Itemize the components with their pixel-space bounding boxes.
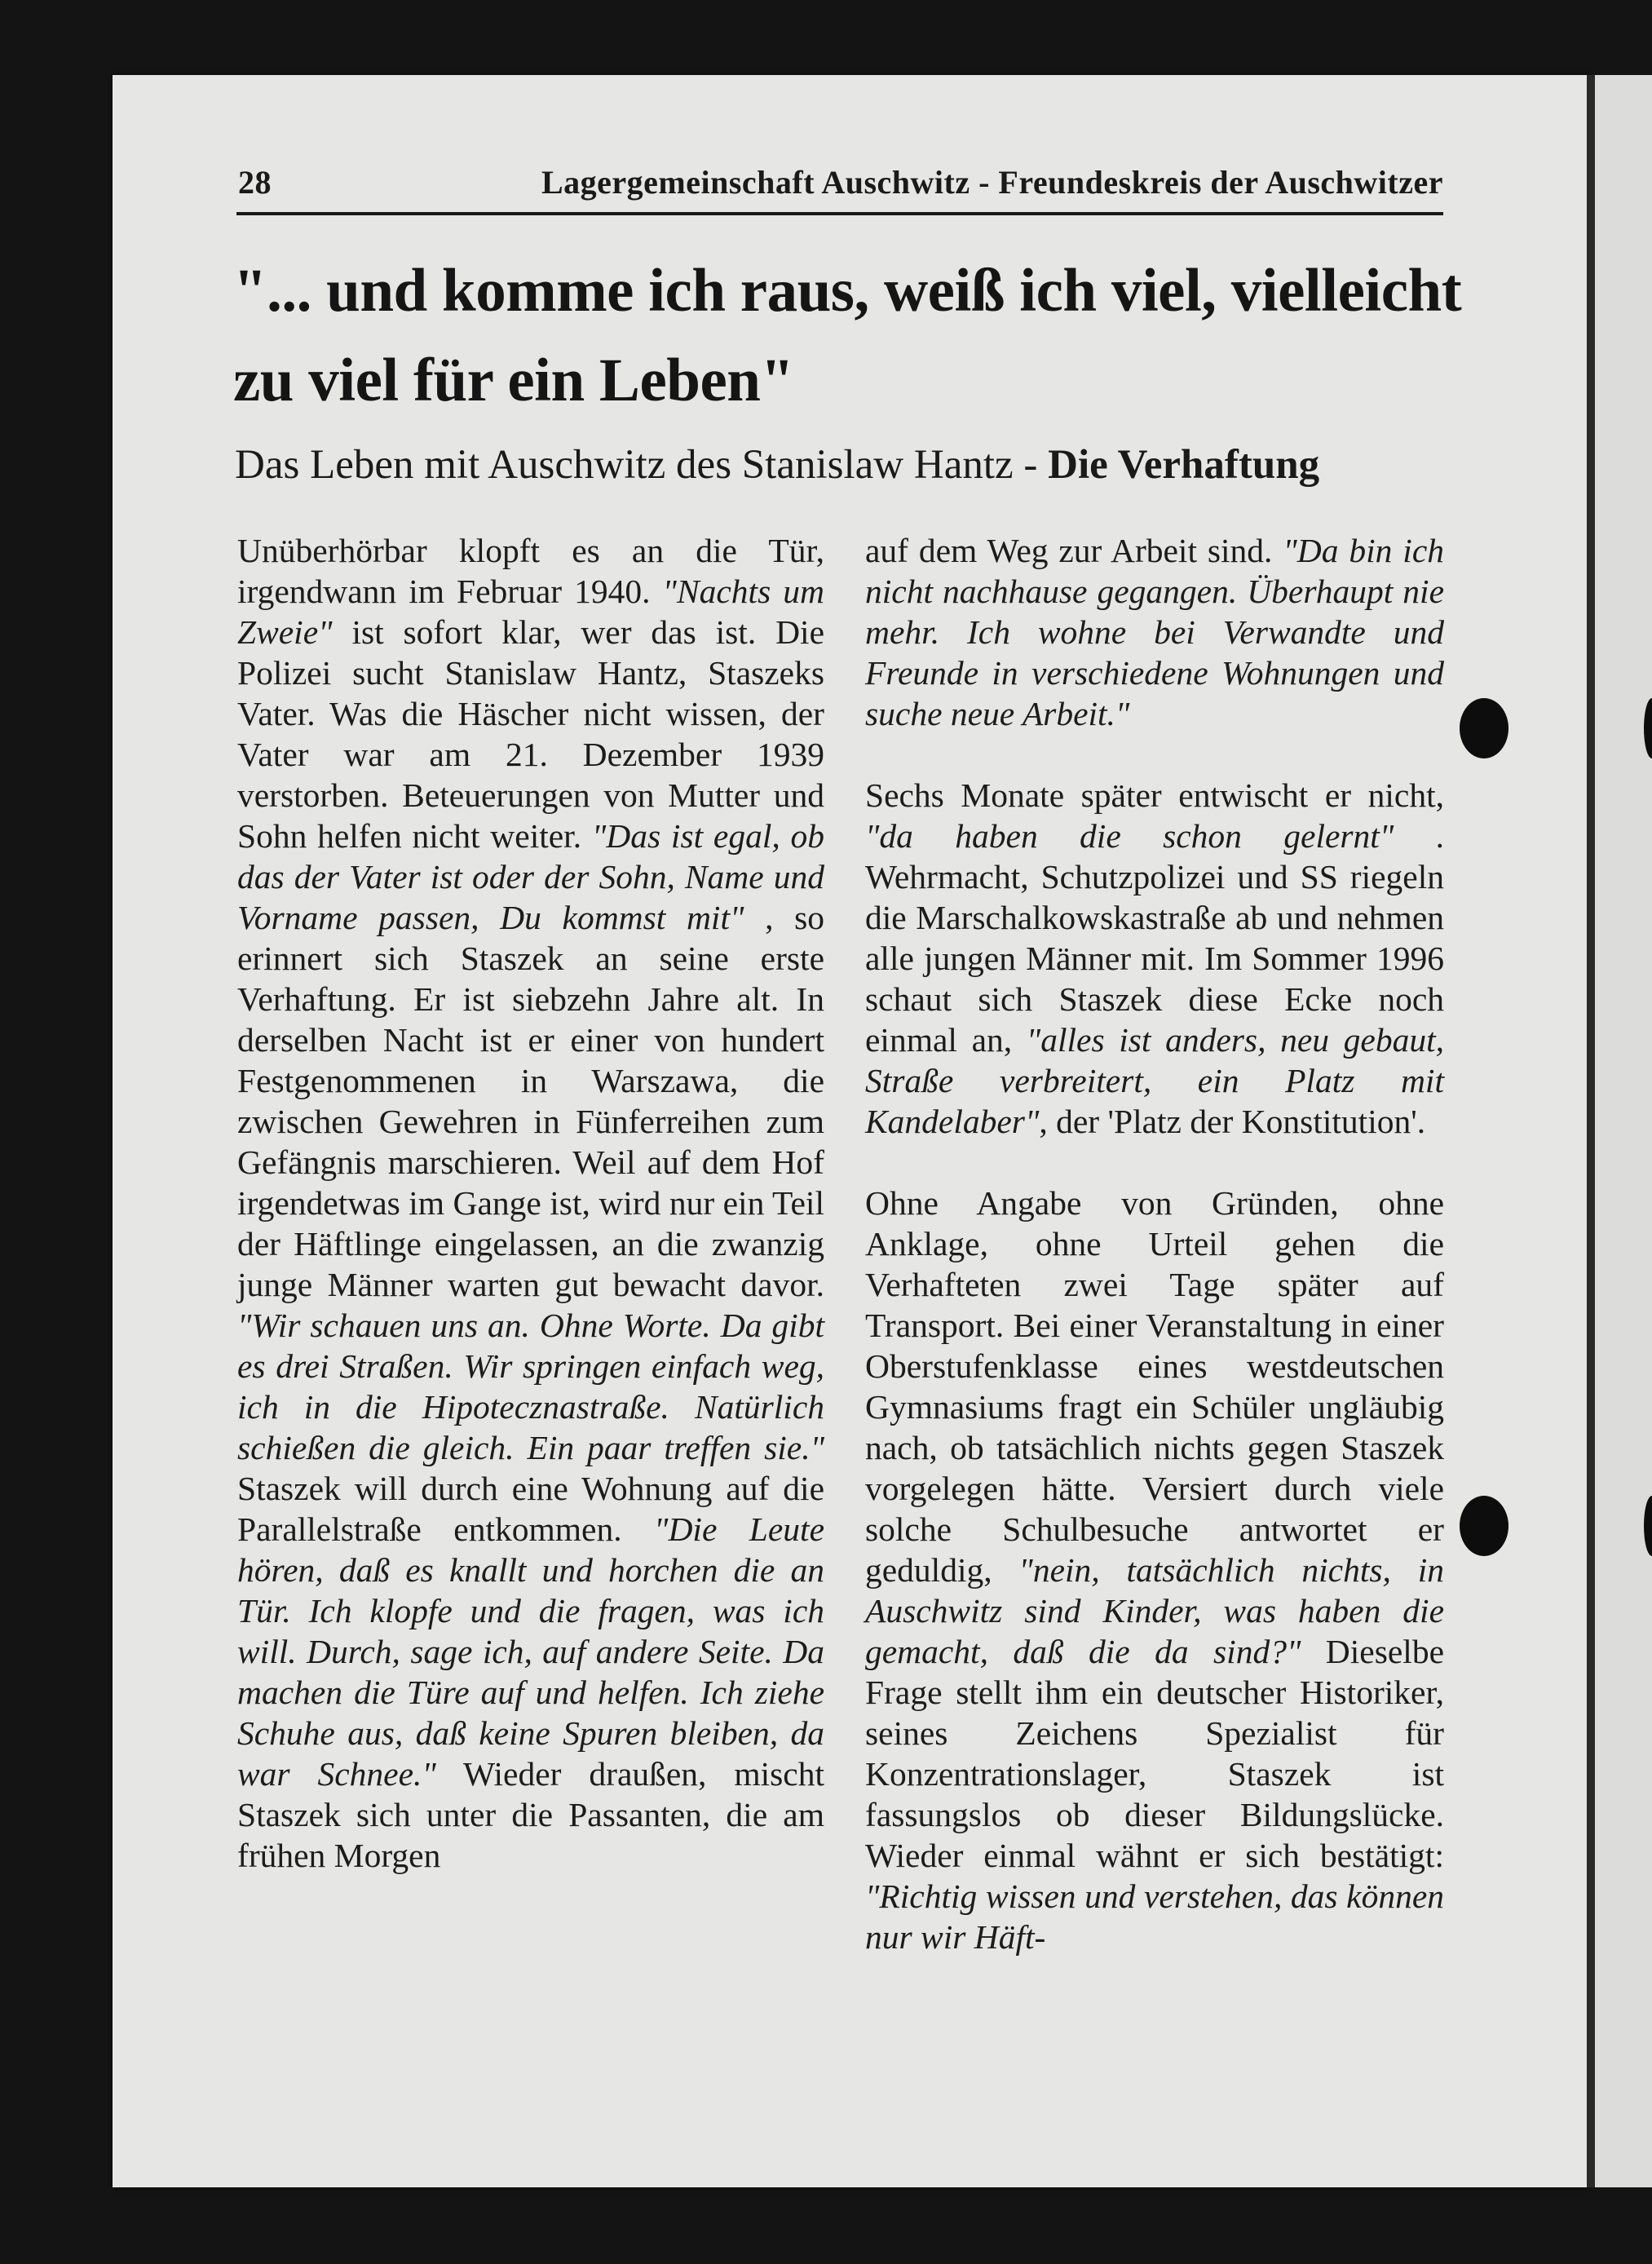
right-paragraph-1 [865, 530, 1444, 734]
subtitle-regular: Das Leben mit Auschwitz des Stanislaw Hantz - [235, 442, 1049, 488]
right-text-2: Sechs Monate später entwischt er nicht, [865, 776, 1444, 814]
page-edge [1587, 75, 1595, 2187]
right-quote-6: "Richtig wissen und verstehen, das können nur wir Häft- [865, 1877, 1444, 1956]
right-paragraph-3 [865, 1183, 1444, 1957]
punch-hole-lower [1460, 1496, 1508, 1556]
left-quote-4: "Die Leute hören, daß es knallt und horchen die an Tür. Ich klopfe und die fragen, was ich will. Durch, sage ich, auf andere Seite. Da machen die Türe auf und helfen. Ich ziehe Schuhe aus, daß keine Spuren bleiben, da war Schnee." [237, 1510, 824, 1793]
right-text-1: auf dem Weg zur Arbeit sind. [865, 532, 1283, 569]
right-quote-5: "nein, tatsächlich nichts, in Auschwitz sind Kinder, was haben die gemacht, daß die da sind?" [865, 1551, 1444, 1670]
article-title [233, 246, 1473, 426]
page-number: 28 [238, 163, 272, 201]
left-quote-3: "Wir schauen uns an. Ohne Worte. Da gibt es drei Straßen. Wir springen einfach weg, ich in die Hipotecznastraße. Natürlich schießen die gleich. Ein paar treffen sie." [237, 1307, 824, 1466]
left-paragraph [237, 530, 824, 1876]
subtitle-bold: Die Verhaftung [1048, 442, 1320, 488]
left-text-2: ist sofort klar, wer das ist. Die Polizei sucht Stanislaw Hantz, Staszeks Vater. Was die Häscher nicht wissen, der Vater war am 21. Dezember 1939 verstorben. Beteuerungen von Mutter und Sohn helfen nicht weiter. [237, 613, 824, 855]
right-text-6: Dieselbe Frage stellt ihm ein deutscher Historiker, seines Zeichens Spezialist für Konzentrationslager, Staszek ist fassungslos ob dieser Bildungslücke. Wieder einmal wähnt er sich bestätigt: [865, 1633, 1444, 1874]
left-text-1: Unüberhörbar klopft es an die Tür, irgendwann im Februar 1940. [237, 532, 824, 610]
left-quote-1: "Nachts um Zweie" [237, 573, 824, 651]
left-quote-2: "Das ist egal, ob das der Vater ist oder der Sohn, Name und Vorname passen, Du kommst mit" [237, 817, 824, 936]
right-text-3: . Wehrmacht, Schutzpolizei und SS riegeln die Marschalkowskastraße ab und nehmen alle jungen Männer mit. Im Sommer 1996 schaut sich Staszek diese Ecke noch einmal an, [865, 817, 1445, 1059]
punch-hole-upper [1460, 698, 1508, 758]
right-paragraph-2 [865, 775, 1444, 1142]
next-page-edge [1595, 75, 1652, 2187]
left-text-4: Staszek will durch eine Wohnung auf die Parallelstraße entkommen. [237, 1470, 824, 1548]
right-text-5: Ohne Angabe von Gründen, ohne Anklage, ohne Urteil gehen die Verhafteten zwei Tage später auf Transport. Bei einer Veranstaltung in einer Oberstufenklasse eines westdeutschen Gymnasiums fragt ein Schüler ungläubig nach, ob tatsächlich nichts gegen Staszek vorgelegen hätte. Versiert durch viele solche Schulbesuche antwortet er geduldig, [865, 1184, 1444, 1589]
right-column [865, 530, 1444, 1957]
running-title: Lagergemeinschaft Auschwitz - Freundeskreis der Auschwitzer [541, 163, 1443, 201]
left-text-3: , so erinnert sich Staszek an seine erste Verhaftung. Er ist siebzehn Jahre alt. In derselben Nacht ist er einer von hundert Festgenommenen in Warszawa, die zwischen Gewehren in Fünferreihen zum Gefängnis marschieren. Weil auf dem Hof irgendetwas im Gange ist, wird nur ein Teil der Häftlinge eingelassen, an die zwanzig junge Männer warten gut bewacht davor. [237, 899, 824, 1303]
left-column [237, 530, 824, 1876]
title-line-2: zu viel für ein Leben" [233, 347, 794, 414]
right-text-4: , der 'Platz der Konstitution'. [1039, 1103, 1426, 1140]
left-text-5: Wieder draußen, mischt Staszek sich unter die Passanten, die am frühen Morgen [237, 1755, 824, 1874]
right-quote-3: "alles ist anders, neu gebaut, Straße verbreitert, ein Platz mit Kandelaber" [865, 1021, 1444, 1140]
right-quote-2: "da haben die schon gelernt" [865, 817, 1394, 855]
title-line-1: "... und komme ich raus, weiß ich viel, vielleicht [233, 257, 1462, 325]
right-quote-1: "Da bin ich nicht nachhause gegangen. Überhaupt nie mehr. Ich wohne bei Verwandte und Freunde in verschiedene Wohnungen und suche neue Arbeit." [865, 532, 1444, 732]
running-header [238, 160, 1443, 204]
article-subtitle [235, 432, 1458, 497]
header-rule [236, 212, 1443, 215]
